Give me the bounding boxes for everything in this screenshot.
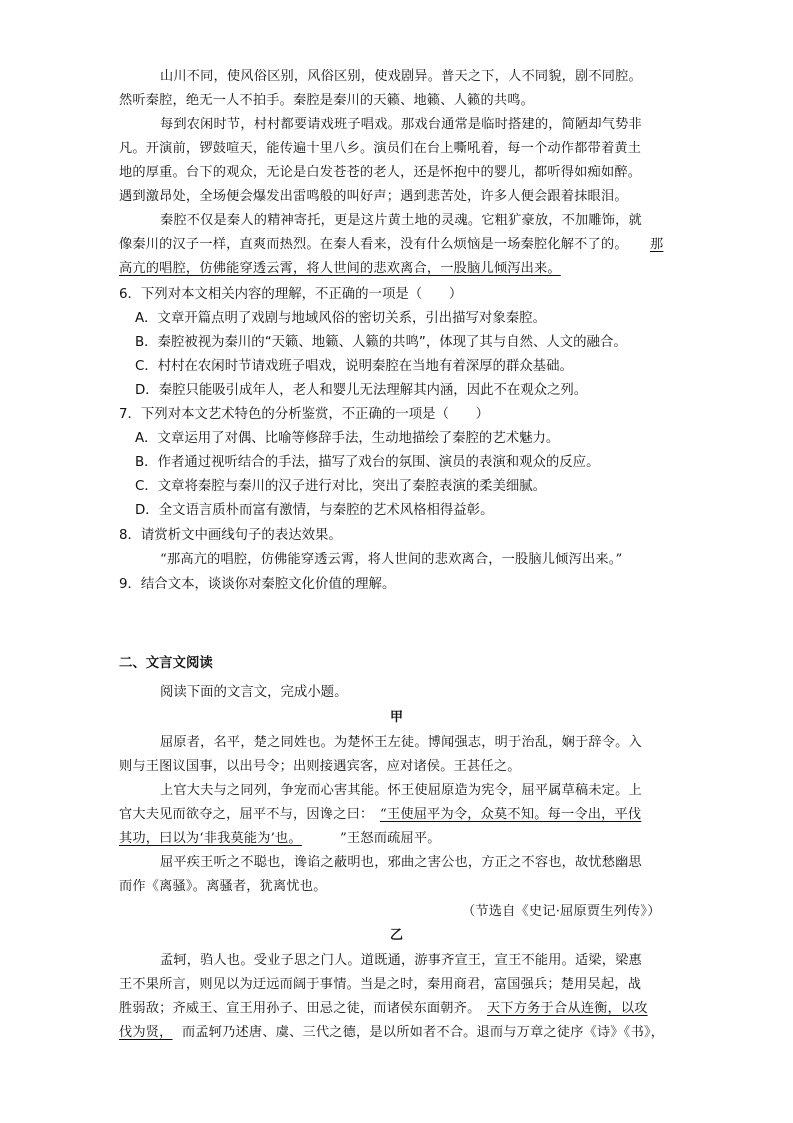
jia-line-1: 屈原者，名平，楚之同姓也。为楚怀王左徒。博闻强志，明于治乱，娴于辞令。入 <box>160 735 642 750</box>
underlined-sentence-start: 那 <box>650 237 664 252</box>
jia-source: （节选自《史记·屈原贾生列传》） <box>462 904 661 919</box>
yi-line-3: 胜弱敌；齐威王、宣王用孙子、田忌之徒，而诸侯东面朝齐。 <box>119 1001 481 1016</box>
yi-line-5: 而孟轲乃述唐、虞、三代之德，是以所如者不合。退而与万章之徒序《诗》《书》， <box>182 1025 665 1040</box>
question-7-option-a: A．文章运用了对偶、比喻等修辞手法，生动地描绘了秦腔的艺术魅力。 <box>135 431 560 446</box>
yi-line-1: 孟轲，驺人也。受业子思之门人。道既通，游事齐宣王，宣王不能用。适梁，梁惠 <box>160 953 642 968</box>
yi-underline-1: 天下方务于合从连衡，以攻 <box>487 1001 648 1016</box>
passage-line-1: 山川不同，使风俗区别，风俗区别，使戏剧异。普天之下，人不同貌，剧不同腔。 <box>160 69 642 84</box>
text-jia-label: 甲 <box>390 710 404 725</box>
yi-underline-2: 伐为贤， <box>119 1025 173 1040</box>
passage-line-7: 秦腔不仅是秦人的精神寄托，更是这片黄土地的灵魂。它粗犷豪放，不加雕饰，就 <box>160 213 642 228</box>
jia-line-8: 而作《离骚》。离骚者，犹离忧也。 <box>119 879 327 894</box>
section-instruction: 阅读下面的文言文，完成小题。 <box>160 685 348 700</box>
jia-line-7: 屈平疾王听之不聪也，谗谄之蔽明也，邪曲之害公也，方正之不容也，故忧愁幽思 <box>160 855 642 870</box>
passage-line-3: 每到农闲时节，村村都要请戏班子唱戏。那戏台通常是临时搭建的，简陋却气势非 <box>160 117 642 132</box>
question-6-stem: 6．下列对本文相关内容的理解，不正确的一项是（ ） <box>119 287 463 302</box>
question-9-stem: 9．结合文本，谈谈你对秦腔文化价值的理解。 <box>119 577 396 592</box>
question-7-option-b: B．作者通过视听结合的手法，描写了戏台的氛围、演员的表演和观众的反应。 <box>135 455 600 470</box>
jia-underline-1: “王使屈平为令，众莫不知。每一令出，平伐 <box>380 807 642 822</box>
passage-line-6: 遇到激昂处，全场便会爆发出雷鸣般的叫好声；遇到悲苦处，许多人便会跟着抹眼泪。 <box>119 189 628 204</box>
question-6-option-b: B．秦腔被视为秦川的“天籁、地籁、人籁的共鸣”，体现了其与自然、人文的融合。 <box>135 335 627 350</box>
jia-underline-2: 其功，曰以为‘非我莫能为’也。 <box>119 831 302 846</box>
question-6-option-c: C．村村在农闲时节请戏班子唱戏，说明秦腔在当地有着深厚的群众基础。 <box>135 359 573 374</box>
yi-line-2: 王不果所言，则见以为迂远而阔于事情。当是之时，秦用商君，富国强兵；楚用吴起，战 <box>119 977 642 992</box>
question-7-option-c: C．文章将秦腔与秦川的汉子进行对比，突出了秦腔表演的柔美细腻。 <box>135 479 547 494</box>
question-7-stem: 7．下列对本文艺术特色的分析鉴赏，不正确的一项是（ ） <box>119 407 490 422</box>
question-7-option-d: D．全文语言质朴而富有激情，与秦腔的艺术风格相得益彰。 <box>135 503 494 518</box>
passage-line-5: 地的厚重。台下的观众，无论是白发苍苍的老人，还是怀抱中的婴儿，都听得如痴如醉。 <box>119 165 642 180</box>
jia-line-2: 则与王图议国事，以出号令；出则接遇宾客，应对诸侯。王甚任之。 <box>119 759 521 774</box>
jia-line-6-end: ”王怒而疏屈平。 <box>340 831 441 846</box>
jia-line-3: 上官大夫与之同列，争宠而心害其能。怀王使屈原造为宪令，屈平属草稿未定。上 <box>160 783 642 798</box>
underlined-sentence: 高亢的唱腔，仿佛能穿透云霄，将人世间的悲欢离合，一股脑儿倾泻出来。 <box>119 261 561 276</box>
passage-line-2: 然听秦腔，绝无一人不拍手。秦腔是秦川的天籁、地籁、人籁的共鸣。 <box>119 93 535 108</box>
text-yi-label: 乙 <box>390 928 404 943</box>
section-title: 二、文言文阅读 <box>119 656 213 671</box>
question-6-option-d: D．秦腔只能吸引成年人，老人和婴儿无法理解其内涵，因此不在观众之列。 <box>135 383 588 398</box>
passage-line-4: 凡。开演前，锣鼓喧天，能传遍十里八乡。演员们在台上嘶吼着，每一个动作都带着黄土 <box>119 141 642 156</box>
jia-line-4: 官大夫见而欲夺之，屈平不与，因谗之曰： <box>119 807 374 822</box>
passage-line-8: 像秦川的汉子一样，直爽而热烈。在秦人看来，没有什么烦恼是一场秦腔化解不了的。 <box>119 237 628 252</box>
question-8-quote: “那高亢的唱腔，仿佛能穿透云霄，将人世间的悲欢离合，一股脑儿倾泻出来。” <box>160 552 623 567</box>
question-6-option-a: A．文章开篇点明了戏剧与地域风俗的密切关系，引出描写对象秦腔。 <box>135 311 546 326</box>
question-8-stem: 8．请赏析文中画线句子的表达效果。 <box>119 528 342 543</box>
